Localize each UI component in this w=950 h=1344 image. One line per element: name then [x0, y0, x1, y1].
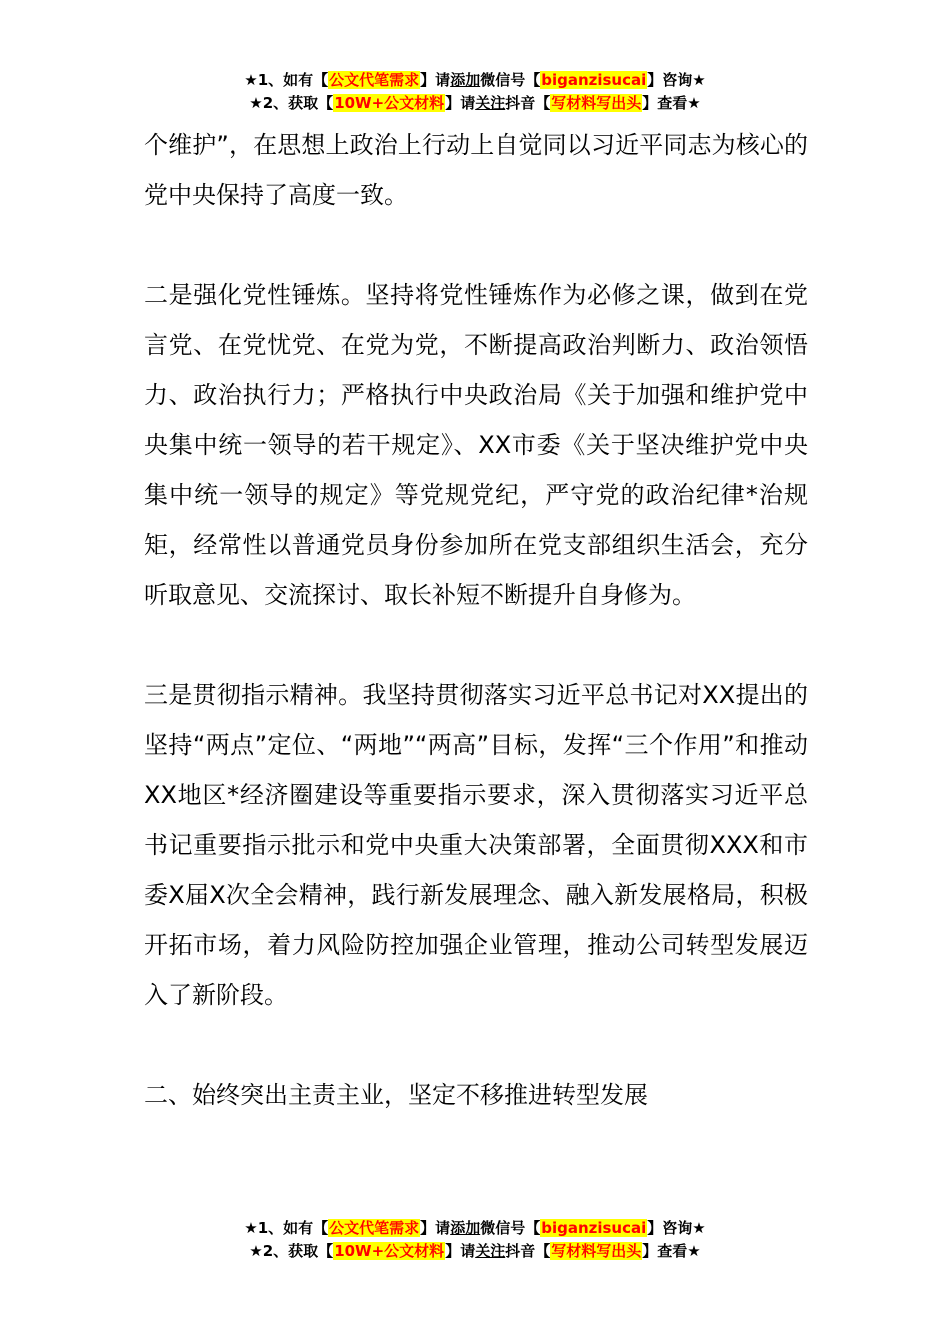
promo-text: 】请 [445, 94, 476, 112]
promo-text: 】咨询★ [647, 71, 706, 89]
promo-text: 1、如有【 [257, 71, 329, 89]
promo-highlight-wechat-id: biganzisucai [541, 1219, 647, 1237]
promo-highlight: 10W+公文材料 [334, 94, 445, 112]
promo-underlined-text: 添加 [450, 71, 481, 89]
promo-text: 】咨询★ [647, 1219, 706, 1237]
promo-highlight: 公文代笔需求 [329, 1219, 420, 1237]
star-icon: ★ [249, 94, 263, 112]
promo-highlight-douyin-account: 写材料写出头 [551, 94, 642, 112]
section-heading: 二、始终突出主责主业，坚定不移推进转型发展 [144, 1081, 648, 1109]
promo-text: 微信号【 [480, 1219, 541, 1237]
promo-text: 】查看★ [642, 94, 701, 112]
promo-line-1 [0, 69, 950, 92]
body-paragraph: 三是贯彻指示精神。我坚持贯彻落实习近平总书记对XX提出的坚持“两点”定位、“两地”“两高”目标，发挥“三个作用”和推动XX地区*经济圈建设等重要指示要求，深入贯彻落实习近平总书记重要指示批示和党中央重大决策部署，全面贯彻XXX和市委X届X次全会精神，践行新发展理念、融入新发展格局，积极开拓市场，着力风险防控加强企业管理，推动公司转型发展迈入了新阶段。 [144, 681, 808, 1009]
promo-line-2 [0, 92, 950, 115]
promo-text: 】请 [420, 1219, 451, 1237]
promo-text: 微信号【 [480, 71, 541, 89]
promo-banner-top [0, 69, 950, 115]
promo-text: 2、获取【 [262, 94, 334, 112]
star-icon: ★ [244, 1219, 258, 1237]
body-paragraph: 个维护”，在思想上政治上行动上自觉同以习近平同志为核心的党中央保持了高度一致。 [144, 131, 808, 209]
promo-text: 】请 [445, 1242, 476, 1260]
promo-line-2 [0, 1240, 950, 1263]
promo-underlined-text: 关注 [475, 1242, 506, 1260]
promo-highlight: 公文代笔需求 [329, 71, 420, 89]
star-icon: ★ [249, 1242, 263, 1260]
document-body [144, 120, 808, 1120]
star-icon: ★ [244, 71, 258, 89]
promo-highlight: 10W+公文材料 [334, 1242, 445, 1260]
promo-line-1 [0, 1217, 950, 1240]
promo-banner-bottom [0, 1217, 950, 1263]
promo-text: 2、获取【 [262, 1242, 334, 1260]
body-paragraph: 二是强化党性锤炼。坚持将党性锤炼作为必修之课，做到在党言党、在党忧党、在党为党，不断提高政治判断力、政治领悟力、政治执行力；严格执行中央政治局《关于加强和维护党中央集中统一领导的若干规定》、XX市委《关于坚决维护党中央集中统一领导的规定》等党规党纪，严守党的政治纪律*治规矩，经常性以普通党员身份参加所在党支部组织生活会，充分听取意见、交流探讨、取长补短不断提升自身修为。 [144, 281, 808, 609]
promo-underlined-text: 添加 [450, 1219, 481, 1237]
promo-text: 1、如有【 [257, 1219, 329, 1237]
promo-text: 抖音【 [505, 94, 551, 112]
promo-highlight-wechat-id: biganzisucai [541, 71, 647, 89]
promo-text: 】查看★ [642, 1242, 701, 1260]
promo-underlined-text: 关注 [475, 94, 506, 112]
promo-highlight-douyin-account: 写材料写出头 [551, 1242, 642, 1260]
promo-text: 】请 [420, 71, 451, 89]
promo-text: 抖音【 [505, 1242, 551, 1260]
